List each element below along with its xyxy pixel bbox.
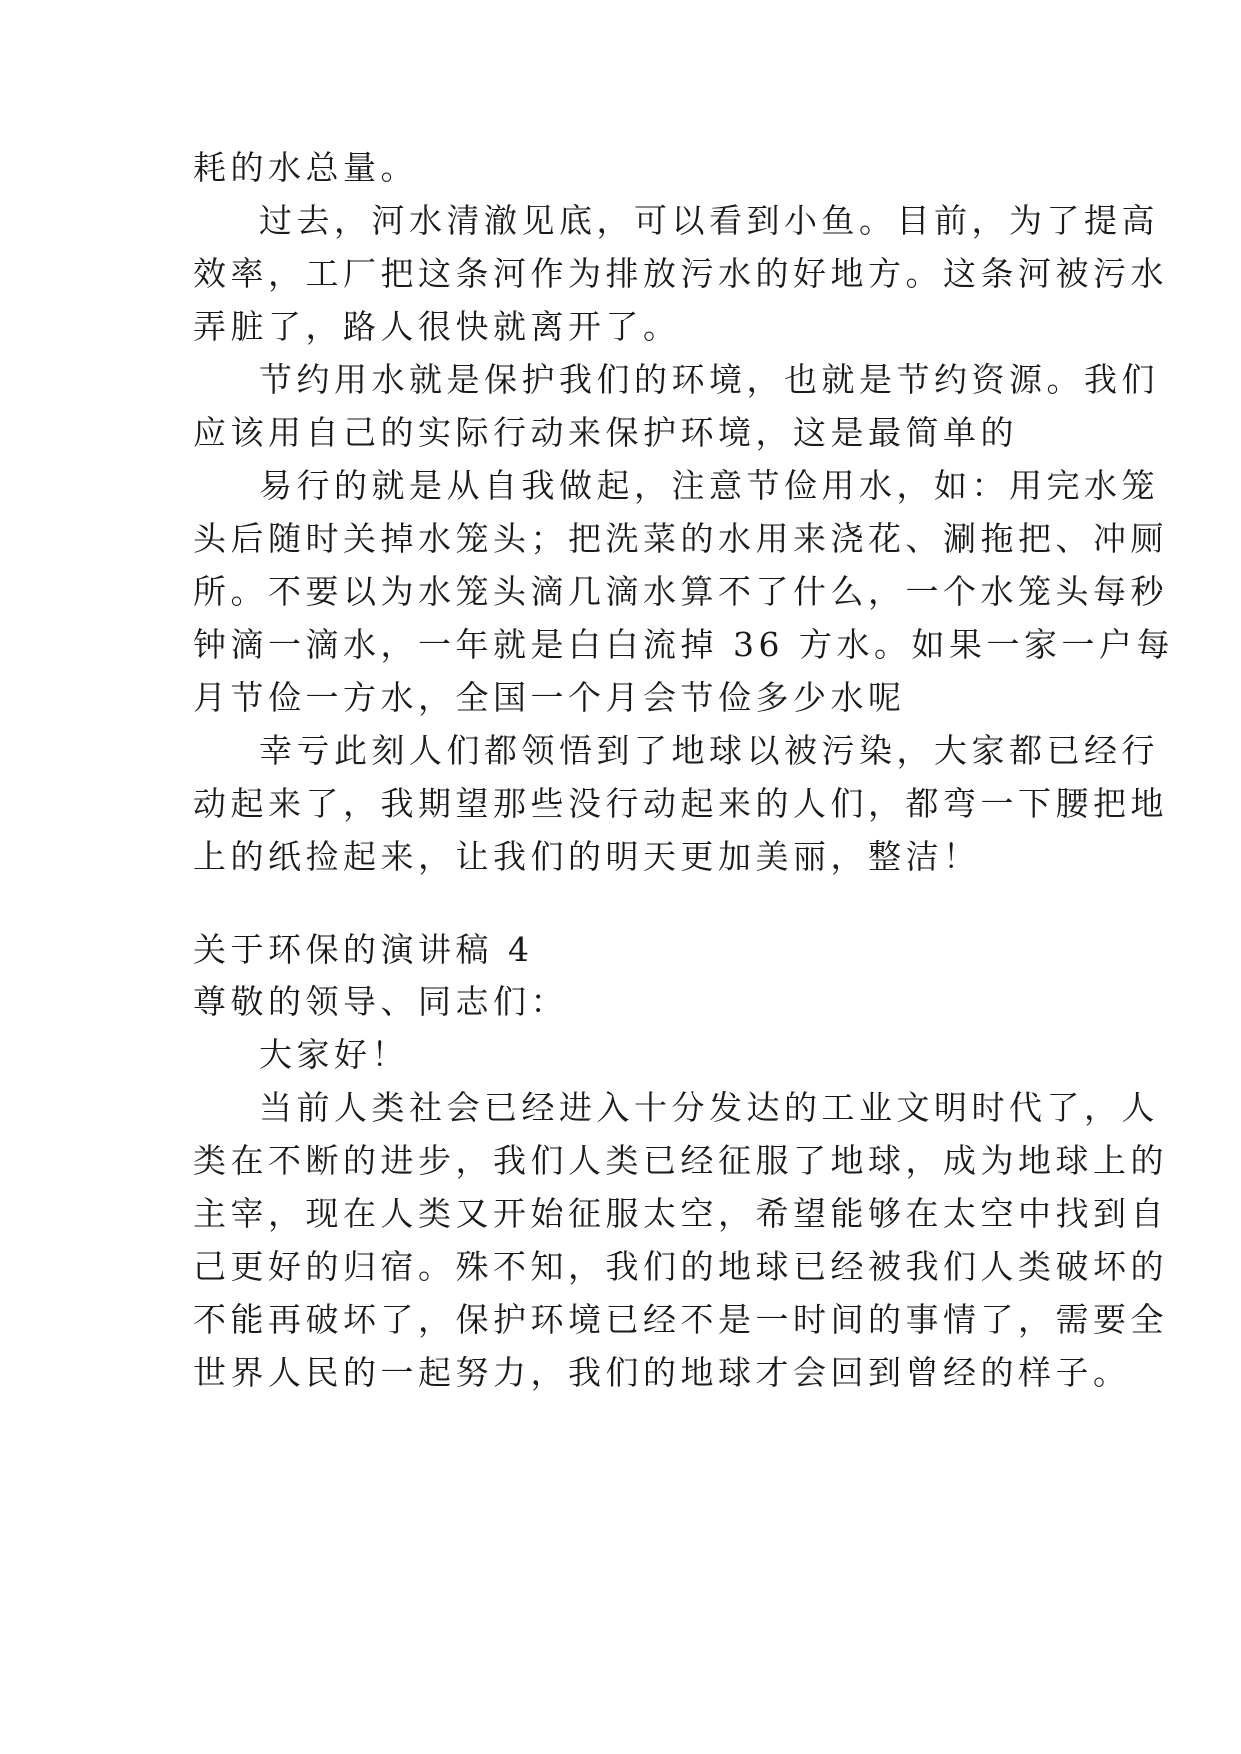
text-line: 头后随时关掉水笼头；把洗菜的水用来浇花、涮拖把、冲厕	[193, 519, 1168, 558]
text-line: 弄脏了，路人很快就离开了。	[193, 307, 681, 346]
salutation: 尊敬的领导、同志们：	[193, 982, 568, 1021]
paragraph-start-line: 过去，河水清澈见底，可以看到小鱼。目前，为了提高	[259, 201, 1159, 240]
paragraph-start-line: 易行的就是从自我做起，注意节俭用水，如：用完水笼	[259, 466, 1159, 505]
paragraph-start-line: 幸亏此刻人们都领悟到了地球以被污染，大家都已经行	[259, 731, 1159, 770]
text-line: 己更好的归宿。殊不知，我们的地球已经被我们人类破坏的	[193, 1247, 1168, 1286]
text-line: 主宰，现在人类又开始征服太空，希望能够在太空中找到自	[193, 1194, 1168, 1233]
text-line: 上的纸捡起来，让我们的明天更加美丽，整洁！	[193, 837, 981, 876]
paragraph-start-line: 节约用水就是保护我们的环境，也就是节约资源。我们	[259, 360, 1159, 399]
text-line: 动起来了，我期望那些没行动起来的人们，都弯一下腰把地	[193, 784, 1168, 823]
text-line: 不能再破坏了，保护环境已经不是一时间的事情了，需要全	[193, 1300, 1168, 1339]
text-line: 所。不要以为水笼头滴几滴水算不了什么，一个水笼头每秒	[193, 572, 1168, 611]
text-line: 类在不断的进步，我们人类已经征服了地球，成为地球上的	[193, 1141, 1168, 1180]
text-line: 月节俭一方水，全国一个月会节俭多少水呢	[193, 678, 906, 717]
greeting: 大家好！	[259, 1035, 409, 1074]
text-line: 耗的水总量。	[193, 148, 418, 187]
section-heading: 关于环保的演讲稿 4	[193, 930, 534, 969]
text-line: 世界人民的一起努力，我们的地球才会回到曾经的样子。	[193, 1353, 1131, 1392]
text-line: 效率，工厂把这条河作为排放污水的好地方。这条河被污水	[193, 254, 1168, 293]
text-line: 应该用自己的实际行动来保护环境，这是最简单的	[193, 413, 1018, 452]
text-line: 钟滴一滴水，一年就是白白流掉 36 方水。如果一家一户每	[193, 625, 1174, 664]
paragraph-start-line: 当前人类社会已经进入十分发达的工业文明时代了，人	[259, 1088, 1159, 1127]
